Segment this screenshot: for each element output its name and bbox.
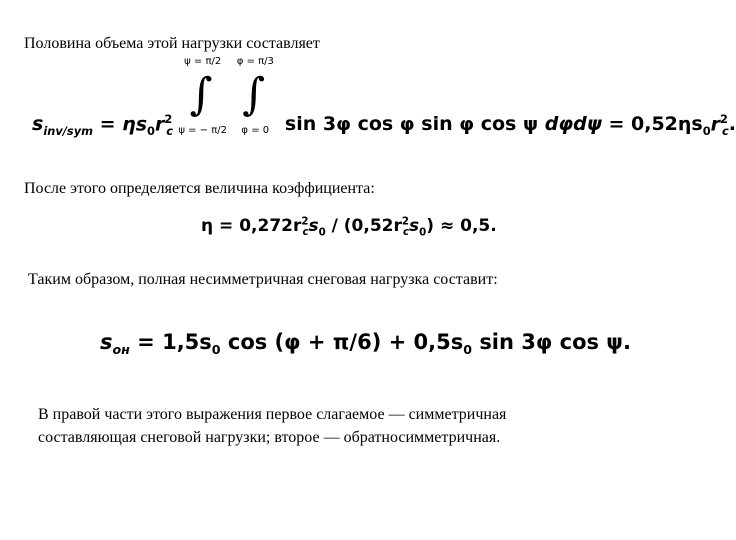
eq2-numerator: $0,272r^2_cs_0$ bbox=[239, 216, 326, 239]
eq1-coef: $\eta s_0r^2_c$ bbox=[122, 111, 174, 138]
int2-upper-limit: φ = π/3 bbox=[236, 56, 274, 67]
paragraph-explanation-line2: составляющая снеговой нагрузки; второе — обратносимметричная. bbox=[38, 429, 501, 446]
eq1-result-equals: = bbox=[608, 113, 625, 135]
eq3-equals: = bbox=[137, 330, 155, 354]
eq1-result: $0,52\eta s_0r^2_c$. bbox=[631, 111, 736, 138]
eq1-integrand: sin 3φ cos φ sin φ cos ψ bbox=[284, 113, 539, 135]
integral-psi bbox=[178, 56, 227, 136]
paragraph-explanation-line1: В правой части этого выражения первое слагаемое — симметричная bbox=[38, 406, 507, 423]
eq3-term1: $1,5s_0$ cos (φ + π/6) bbox=[162, 330, 382, 358]
eq2-slash: / bbox=[331, 216, 338, 236]
equation-total-load bbox=[100, 330, 631, 357]
eq3-plus: + bbox=[388, 330, 407, 354]
paragraph-intro: Половина объема этой нагрузки составляет bbox=[24, 35, 320, 52]
eq2-eta: η bbox=[201, 216, 214, 236]
paragraph-coefficient: После этого определяется величина коэффициента: bbox=[24, 180, 375, 197]
eq2-approx: ≈ bbox=[439, 216, 455, 236]
eq1-lhs: $s_{inv/sym}$ bbox=[32, 113, 93, 138]
integral-sign-icon: ∫ bbox=[242, 69, 266, 120]
paragraph-summary: Таким образом, полная несимметричная снеговая нагрузка составит: bbox=[28, 271, 498, 288]
eq1-differentials: dφdψ bbox=[544, 113, 602, 135]
eq2-value: 0,5. bbox=[460, 216, 497, 236]
integral-sign-icon: ∫ bbox=[189, 69, 213, 120]
integral-phi bbox=[232, 56, 278, 136]
equation-eta bbox=[201, 216, 497, 238]
int1-upper-limit: ψ = π/2 bbox=[184, 56, 222, 67]
eq3-term2: $0,5s_0$ sin 3φ cos ψ. bbox=[413, 330, 631, 358]
eq2-equals: = bbox=[219, 216, 234, 236]
eq2-denominator: $(0,52r^2_cs_0)$ bbox=[343, 216, 435, 239]
int1-lower-limit: ψ = − π/2 bbox=[178, 125, 227, 136]
equation-half-load bbox=[32, 56, 736, 138]
int2-lower-limit: φ = 0 bbox=[241, 125, 270, 136]
eq3-lhs: $s_{он}$ bbox=[100, 330, 130, 358]
eq1-equals: = bbox=[99, 113, 116, 135]
